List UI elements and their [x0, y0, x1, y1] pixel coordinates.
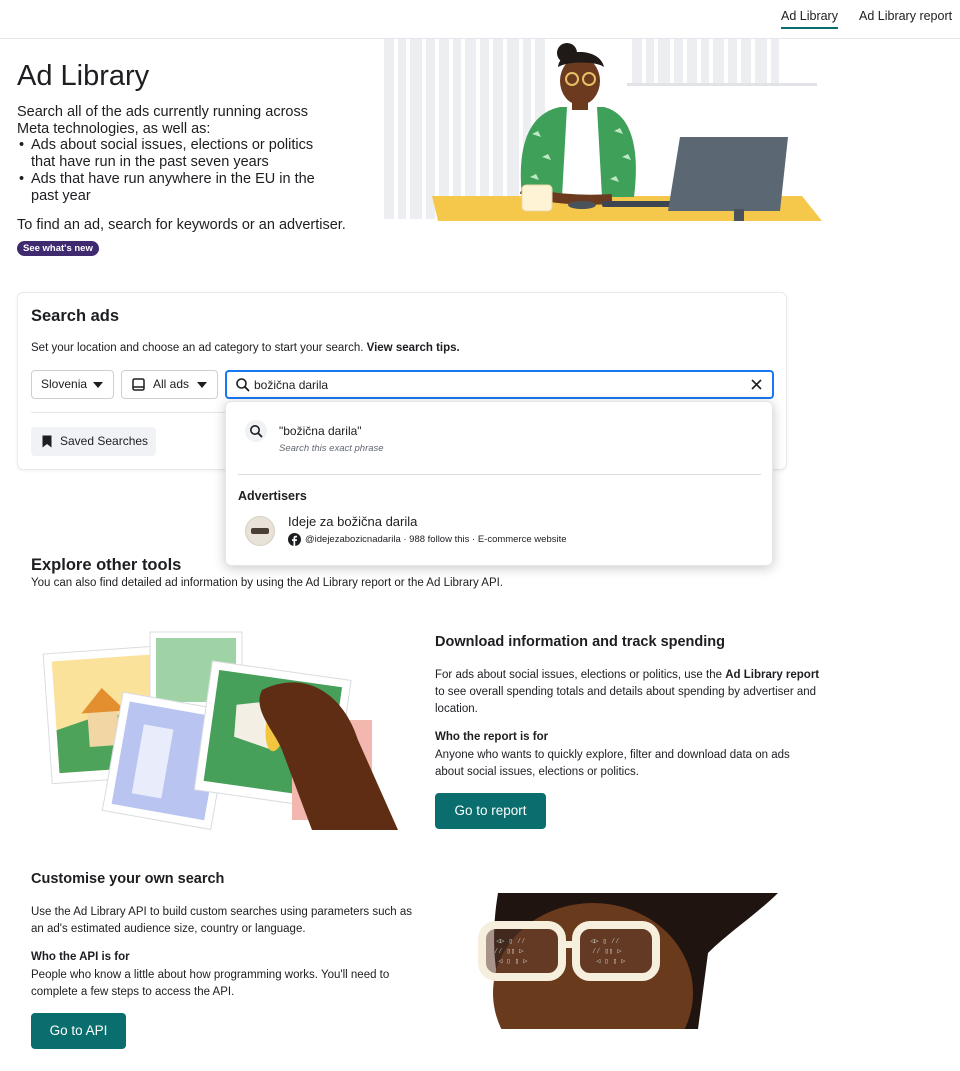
svg-text:◁▷ ▯ ⁄⁄: ◁▷ ▯ ⁄⁄ — [590, 938, 620, 946]
ad-category-select-value: All ads — [153, 377, 190, 391]
search-description-text: Set your location and choose an ad category to start your search. — [31, 342, 364, 354]
hero-intro: Search all of the ads currently running across Meta technologies, as well as: — [17, 104, 308, 137]
download-description — [435, 667, 830, 718]
explore-description: You can also find detailed ad information by using the Ad Library report or the Ad Library API. — [31, 577, 504, 589]
hero-bullet: • Ads that have run anywhere in the EU in the past year — [17, 171, 337, 205]
download-description-suffix: to see overall spending totals and details about spending by advertiser and location. — [435, 686, 817, 715]
advertiser-avatar — [245, 516, 275, 546]
saved-searches-label: Saved Searches — [60, 434, 149, 448]
ad-category-icon — [132, 378, 145, 391]
hero-bullet: • Ads about social issues, elections or politics that have run in the past seven years — [17, 137, 337, 171]
saved-searches-button[interactable] — [31, 427, 156, 456]
search-ads-heading: Search ads — [31, 307, 120, 325]
advertiser-suggestion[interactable] — [238, 510, 762, 554]
view-search-tips-link[interactable]: View search tips. — [366, 342, 460, 354]
clear-icon[interactable] — [749, 377, 764, 392]
svg-text:⁄⁄ ▯▯ ▷: ⁄⁄ ▯▯ ▷ — [592, 948, 622, 956]
search-description — [31, 342, 460, 354]
explore-title: Explore other tools — [31, 556, 182, 574]
photos-illustration — [42, 630, 402, 832]
woman-at-computer-illustration — [382, 39, 822, 221]
ad-category-select[interactable] — [121, 370, 218, 399]
customise-description: Use the Ad Library API to build custom searches using parameters such as an ad's estimated audience size, country or language. — [31, 906, 412, 935]
divider — [238, 474, 761, 475]
download-description-prefix: For ads about social issues, elections or politics, use the — [435, 669, 726, 681]
advertiser-name: Ideje za božična darila — [288, 514, 418, 529]
see-whats-new-badge[interactable]: See what's new — [17, 241, 99, 256]
go-to-report-button[interactable]: Go to report — [435, 793, 546, 829]
tab-ad-library-report[interactable]: Ad Library report — [859, 9, 953, 23]
search-icon-circle — [245, 420, 267, 442]
search-suggestions-dropdown — [225, 401, 773, 566]
customise-section-title: Customise your own search — [31, 871, 225, 887]
search-input[interactable] — [254, 375, 734, 394]
exact-phrase-hint: Search this exact phrase — [279, 443, 384, 454]
divider — [31, 412, 231, 413]
advertiser-meta: @idejezabozicnadarila · 988 follow this · E-commerce website — [305, 534, 567, 545]
hero-find-text: To find an ad, search for keywords or an advertiser. — [17, 217, 346, 233]
exact-phrase-suggestion[interactable] — [238, 414, 762, 460]
advertisers-heading: Advertisers — [238, 489, 307, 503]
location-select-value: Slovenia — [41, 377, 88, 391]
svg-text:◁ ▯ ▯ ▷: ◁ ▯ ▯ ▷ — [498, 958, 528, 966]
page-title: Ad Library — [17, 60, 150, 92]
go-to-api-button[interactable]: Go to API — [31, 1013, 126, 1049]
download-section-title: Download information and track spending — [435, 634, 726, 650]
api-audience-description: People who know a little about how programming works. You'll need to complete a few steps to access the API. — [31, 969, 390, 998]
hero-bullet-list — [17, 137, 337, 205]
svg-text:◁ ▯ ▯ ▷: ◁ ▯ ▯ ▷ — [596, 958, 626, 966]
face-with-glasses-illustration — [478, 893, 778, 1029]
facebook-icon — [288, 533, 301, 546]
report-audience-title: Who the report is for — [435, 731, 549, 743]
bookmark-icon — [42, 435, 52, 448]
api-audience-title: Who the API is for — [31, 951, 130, 963]
caret-down-icon — [93, 382, 103, 388]
svg-text:⁄⁄ ▯▯ ▷: ⁄⁄ ▯▯ ▷ — [494, 948, 524, 956]
report-audience-description: Anyone who wants to quickly explore, filter and download data on ads about social issues, elections or politics. — [435, 749, 790, 778]
search-field[interactable] — [225, 370, 774, 399]
search-icon — [235, 377, 250, 392]
ad-library-report-link[interactable]: Ad Library report — [725, 669, 820, 681]
search-icon — [249, 424, 263, 438]
top-nav — [0, 0, 960, 39]
location-select[interactable] — [31, 370, 114, 399]
exact-phrase-query: "božična darila" — [279, 424, 362, 438]
tab-ad-library[interactable]: Ad Library — [781, 9, 838, 23]
caret-down-icon — [197, 382, 207, 388]
svg-text:◁▷ ▯ ⁄⁄: ◁▷ ▯ ⁄⁄ — [496, 938, 526, 946]
